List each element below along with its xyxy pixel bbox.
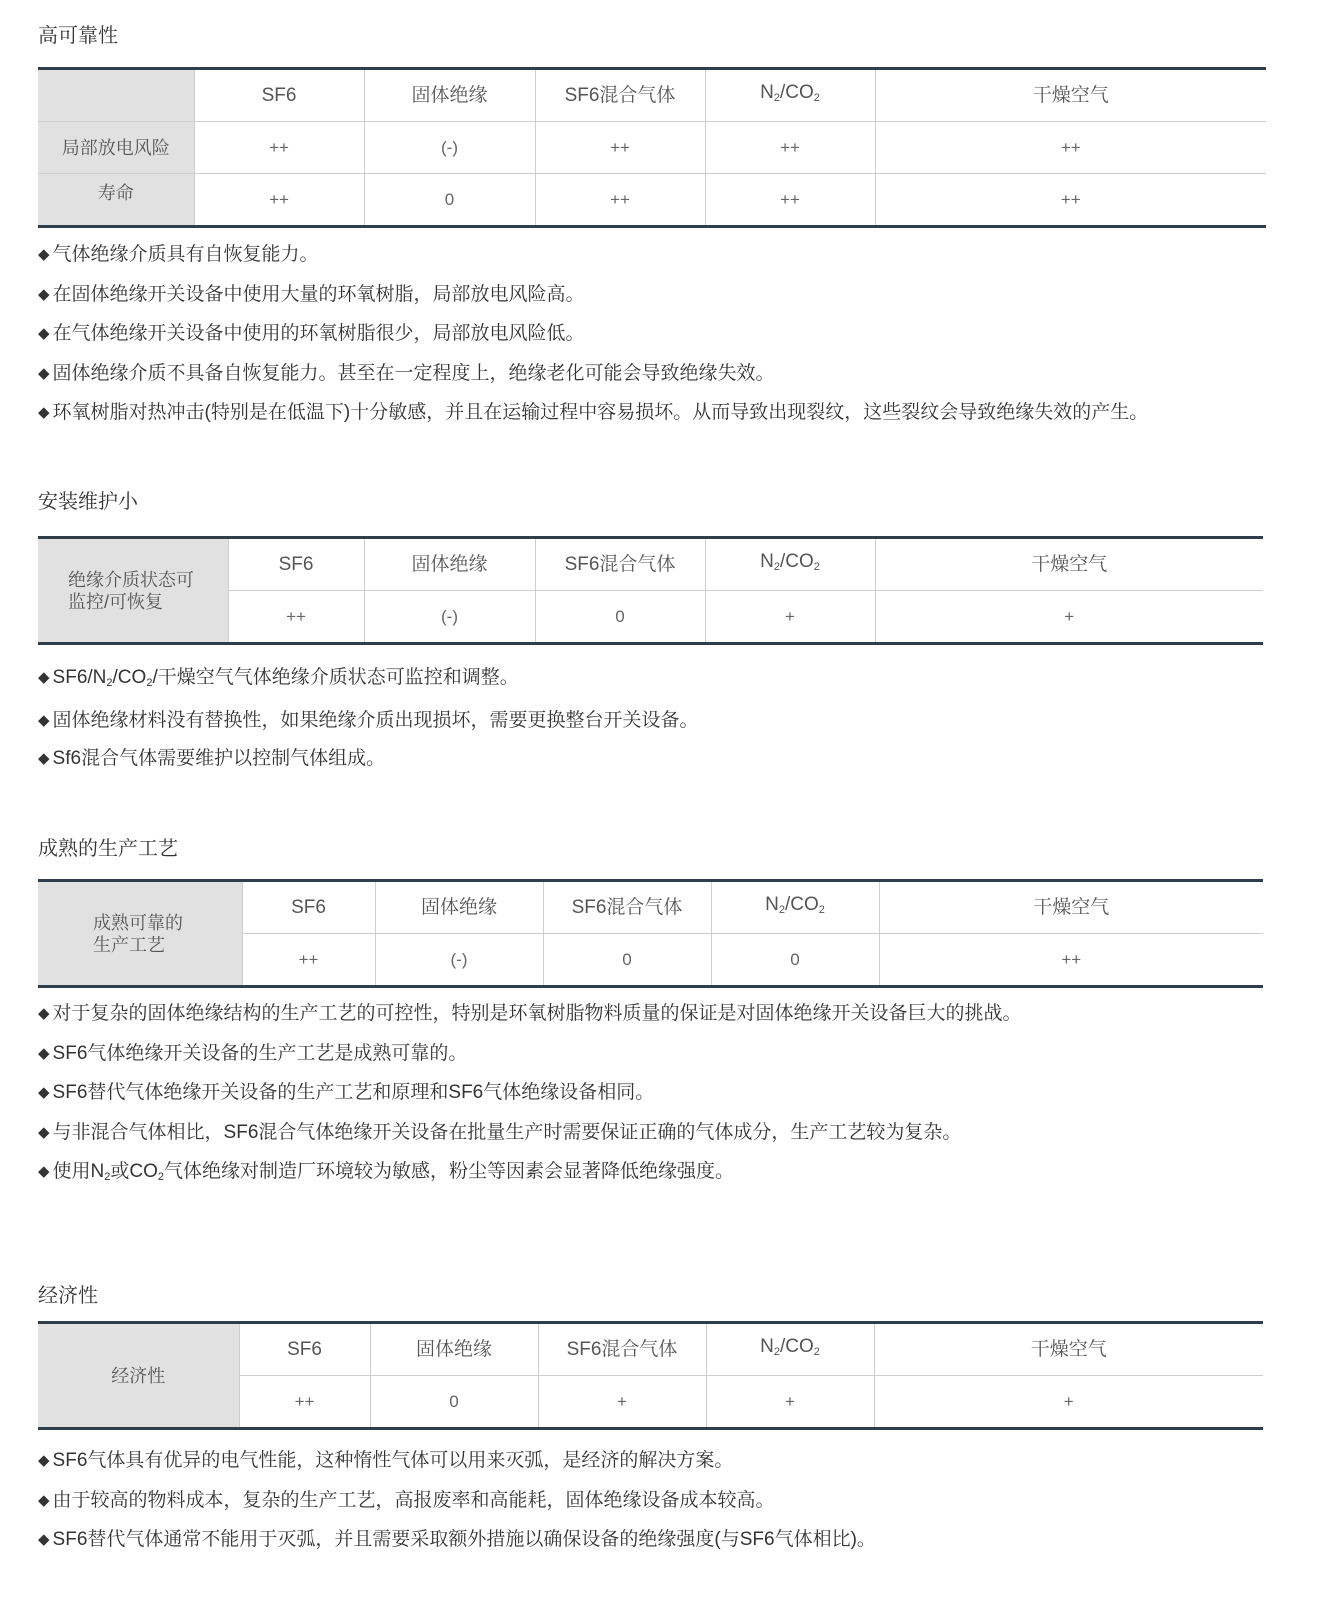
col-header-sf6: SF6 (228, 538, 364, 591)
cell: 0 (535, 591, 705, 644)
economy-notes (38, 1442, 876, 1561)
reliability-table (38, 67, 1266, 228)
col-header-solid: 固体绝缘 (370, 1323, 538, 1376)
list-item: ◆ 在气体绝缘开关设备中使用的环氧树脂很少，局部放电风险低。 (38, 323, 585, 344)
row-label-monitorable: 绝缘介质状态可 监控/可恢复 (38, 538, 228, 644)
list-item: ◆ $SF6/N_2/CO_2/$干燥空气气体绝缘介质状态可监控和调整。 (38, 667, 519, 689)
col-header-dry: 干燥空气 (875, 69, 1266, 122)
list-item: ◆ SF6气体具有优异的电气性能，这种惰性气体可以用来灭弧，是经济的解决方案。 (38, 1450, 734, 1471)
col-header-mix: SF6混合气体 (535, 69, 705, 122)
diamond-bullet-icon: ◆ (38, 246, 50, 263)
cell: ++ (535, 174, 705, 227)
col-header-dry: 干燥空气 (879, 881, 1263, 934)
cell: 0 (711, 934, 879, 987)
production-table (38, 879, 1263, 988)
cell: ++ (705, 174, 875, 227)
diamond-bullet-icon: ◆ (38, 712, 50, 729)
list-item: ◆ Sf6混合气体需要维护以控制气体组成。 (38, 748, 386, 769)
diamond-bullet-icon: ◆ (38, 325, 50, 342)
list-item: ◆ 在固体绝缘开关设备中使用大量的环氧树脂，局部放电风险高。 (38, 283, 585, 305)
col-header-n2co2: $N_2/CO_2$ (706, 1323, 874, 1376)
col-header-dry: 干燥空气 (875, 538, 1263, 591)
row-label-economy: 经济性 (38, 1323, 239, 1429)
list-item: ◆ 对于复杂的固体绝缘结构的生产工艺的可控性，特别是环氧树脂物料质量的保证是对固体绝缘开关设备巨大的挑战。 (38, 1003, 1022, 1024)
diamond-bullet-icon: ◆ (38, 1531, 50, 1548)
diamond-bullet-icon: ◆ (38, 1491, 50, 1509)
cell: ++ (1061, 949, 1082, 969)
list-item: ◆ 固体绝缘材料没有替换性，如果绝缘介质出现损坏，需要更换整台开关设备。 (38, 710, 699, 731)
row-label-lifetime: 寿命 (38, 174, 194, 227)
cell: + (1063, 1391, 1074, 1411)
section-title-economy: 经济性 (38, 1285, 98, 1307)
cell: ++ (1060, 189, 1081, 209)
list-item: ◆ 固体绝缘介质不具备自恢复能力。甚至在一定程度上，绝缘老化可能会导致绝缘失效。 (38, 362, 775, 384)
cell: (-) (364, 591, 535, 644)
row-label-mature-process: 成熟可靠的 生产工艺 (38, 881, 242, 987)
row-label-partial-discharge: 局部放电风险 (38, 122, 194, 174)
cell: + (1064, 606, 1075, 626)
list-item: ◆ 气体绝缘介质具有自恢复能力。 (38, 244, 319, 265)
cell: ++ (194, 122, 364, 174)
cell: ++ (194, 174, 364, 227)
col-header-sf6: SF6 (242, 881, 375, 934)
list-item: ◆ 与非混合气体相比，SF6混合气体绝缘开关设备在批量生产时需要保证正确的气体成分，生产工艺较为复杂。 (38, 1121, 962, 1143)
table-header-row (38, 69, 1266, 122)
cell: 0 (370, 1376, 538, 1429)
reliability-notes (38, 236, 1148, 434)
list-item: ◆ 环氧树脂对热冲击(特别是在低温下)十分敏感，并且在运输过程中容易损坏。从而导致出现裂纹，这些裂纹会导致绝缘失效的产生。 (38, 402, 1149, 423)
list-item: ◆ SF6替代气体通常不能用于灭弧，并且需要采取额外措施以确保设备的绝缘强度(与SF6气体相比)。 (38, 1529, 876, 1550)
cell: 0 (364, 174, 535, 227)
list-item: ◆ 使用$N_2$或$CO_2$气体绝缘对制造厂环境较为敏感，粉尘等因素会显著降低绝缘强度。 (38, 1161, 735, 1183)
col-header-mix: SF6混合气体 (543, 881, 711, 934)
economy-table (38, 1321, 1263, 1430)
table-row (38, 174, 1266, 227)
col-header-dry: 干燥空气 (874, 1323, 1263, 1376)
cell: 0 (543, 934, 711, 987)
col-header-n2co2: $N_2/CO_2$ (711, 881, 879, 934)
col-header-sf6: SF6 (239, 1323, 370, 1376)
cell: (-) (375, 934, 543, 987)
table-header-row (38, 1323, 1263, 1376)
col-header-solid: 固体绝缘 (375, 881, 543, 934)
cell: ++ (705, 122, 875, 174)
col-header-solid: 固体绝缘 (364, 538, 535, 591)
cell: ++ (228, 591, 364, 644)
diamond-bullet-icon: ◆ (38, 1084, 50, 1101)
col-header-sf6: SF6 (194, 69, 364, 122)
diamond-bullet-icon: ◆ (38, 364, 50, 382)
cell: ++ (242, 934, 375, 987)
list-item: ◆ 由于较高的物料成本，复杂的生产工艺，高报废率和高能耗，固体绝缘设备成本较高。 (38, 1489, 775, 1511)
cell: ++ (875, 122, 1266, 174)
cell: (-) (364, 122, 535, 174)
diamond-bullet-icon: ◆ (38, 669, 50, 686)
maintenance-table (38, 536, 1263, 645)
diamond-bullet-icon: ◆ (38, 1452, 50, 1469)
cell: + (706, 1376, 874, 1429)
diamond-bullet-icon: ◆ (38, 404, 50, 421)
col-header-solid: 固体绝缘 (364, 69, 535, 122)
col-header-n2co2: $N_2/CO_2$ (705, 69, 875, 122)
list-item: ◆ SF6替代气体绝缘开关设备的生产工艺和原理和SF6气体绝缘设备相同。 (38, 1082, 655, 1103)
section-title-reliability: 高可靠性 (38, 25, 118, 47)
table-header-row (38, 538, 1263, 591)
diamond-bullet-icon: ◆ (38, 1123, 50, 1141)
corner-cell (38, 69, 194, 122)
cell: ++ (535, 122, 705, 174)
maintenance-notes (38, 659, 699, 778)
diamond-bullet-icon: ◆ (38, 285, 50, 303)
diamond-bullet-icon: ◆ (38, 1163, 50, 1180)
cell: + (538, 1376, 706, 1429)
cell: + (705, 591, 875, 644)
diamond-bullet-icon: ◆ (38, 750, 50, 767)
diamond-bullet-icon: ◆ (38, 1005, 50, 1022)
cell: ++ (239, 1376, 370, 1429)
section-title-production: 成熟的生产工艺 (38, 838, 178, 860)
production-notes (38, 995, 1022, 1197)
section-title-maintenance: 安装维护小 (38, 491, 138, 513)
col-header-mix: SF6混合气体 (535, 538, 705, 591)
table-header-row (38, 881, 1263, 934)
col-header-mix: SF6混合气体 (538, 1323, 706, 1376)
diamond-bullet-icon: ◆ (38, 1044, 50, 1062)
list-item: ◆ SF6气体绝缘开关设备的生产工艺是成熟可靠的。 (38, 1042, 468, 1064)
table-row (38, 122, 1266, 174)
col-header-n2co2: $N_2/CO_2$ (705, 538, 875, 591)
